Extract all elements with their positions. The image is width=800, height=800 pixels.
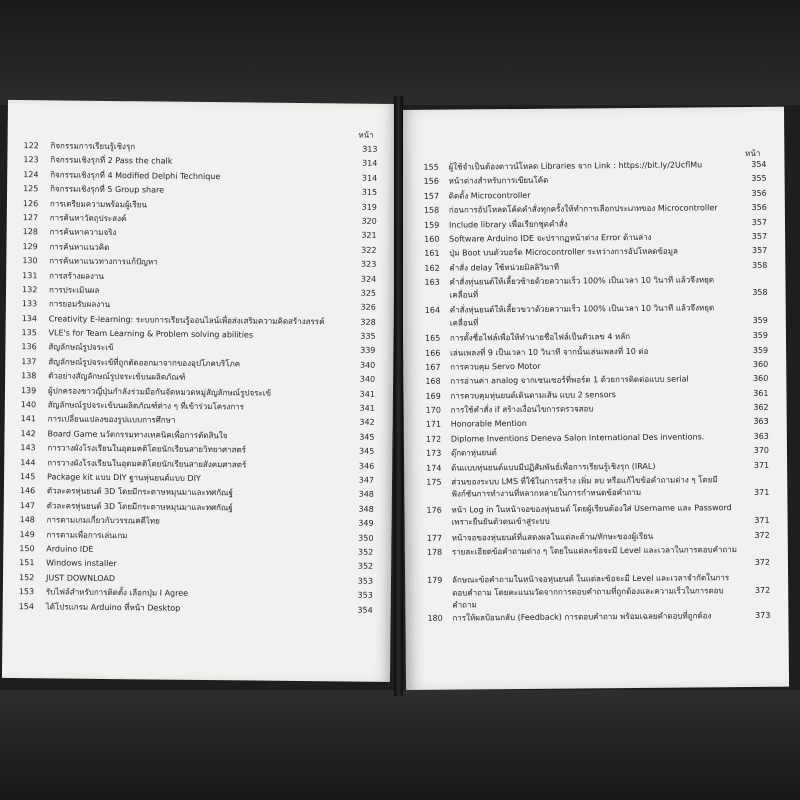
entry-title: JUST DOWNLOAD: [45, 573, 116, 583]
entry-number: 129: [22, 241, 38, 251]
entry-page-number: 335: [360, 331, 376, 341]
entry-number: 163: [424, 277, 440, 287]
entry-number: 124: [23, 169, 39, 180]
entry-number: 161: [424, 249, 440, 259]
entry-number: 145: [20, 472, 36, 482]
entry-page-number: 370: [753, 446, 770, 456]
entry-page-number: 313: [362, 144, 378, 154]
entry-page-number: 373: [755, 610, 771, 620]
entry-page-number: 360: [752, 359, 769, 369]
entry-number: 155: [423, 162, 439, 172]
entry-title: กิจกรรมเชิงรุกที่ 2 Pass the chalk: [50, 155, 173, 167]
entry-number: 152: [18, 572, 35, 582]
entry-number: 170: [425, 405, 441, 415]
toc-list-left: [3, 140, 396, 619]
entry-number: 130: [22, 256, 38, 266]
entry-title: VLE's for Team Learning & Problem solving abilities: [48, 328, 254, 340]
entry-number: 141: [20, 414, 37, 424]
entry-number: 177: [426, 533, 443, 543]
entry-number: 146: [19, 486, 36, 496]
entry-title: รายละเอียดข้อคำถามต่าง ๆ โดยในแต่ละข้อจะมี Level และเวลาในการตอบคำถาม: [451, 545, 738, 557]
entry-title: Windows installer: [46, 558, 117, 569]
entry-page-number: 352: [357, 561, 374, 572]
entry-title: ตุ๊กตาหุ่นยนต์: [450, 448, 497, 458]
entry-page-number: 347: [358, 475, 375, 485]
page-column-header: หน้า: [358, 130, 374, 140]
entry-page-number: 357: [751, 246, 768, 256]
entry-number: 172: [425, 434, 442, 444]
entry-title: การให้ผลป้อนกลับ (Feedback) การตอบคำถาม พร้อมเฉลยคำตอบที่ถูกต้อง: [452, 610, 712, 623]
entry-number: 167: [425, 362, 441, 372]
entry-title: Honorable Mention: [450, 419, 527, 430]
entry-page-number: 358: [752, 287, 768, 298]
toc-entry: [405, 544, 788, 575]
entry-title: การสร้างผลงาน: [49, 270, 104, 281]
entry-page-number: 341: [359, 403, 375, 413]
entry-title: การค้นหาความจริง: [49, 227, 117, 238]
entry-title: คำสั่งหุ่นยนต์ให้เลี้ยวซ้ายด้วยความเร็ว 100% เป็นเวลา 10 วินาที แล้วจึงหยุดเคลื่อนที่: [449, 275, 715, 300]
entry-page-number: 354: [357, 605, 373, 615]
entry-page-number: 363: [753, 417, 769, 427]
toc-entry: [403, 302, 786, 333]
book-gutter: [394, 96, 403, 696]
entry-number: 156: [423, 177, 439, 187]
entry-number: 126: [22, 198, 39, 208]
entry-title: การควบคุม Servo Motor: [450, 361, 541, 372]
entry-title: Software Arduino IDE จะปรากฏหน้าต่าง Error ด้านล่าง: [449, 232, 652, 244]
toc-entry: [405, 572, 788, 613]
entry-number: 173: [425, 448, 442, 459]
entry-number: 147: [19, 500, 36, 511]
entry-number: 178: [426, 548, 443, 558]
entry-page-number: 371: [753, 460, 770, 470]
entry-title: รับไฟล์สำหรับการติดตั้ง เลือกปุ่ม I Agree: [45, 587, 189, 598]
entry-number: 176: [426, 505, 442, 515]
entry-page-number: 372: [754, 530, 770, 540]
entry-page-number: 357: [751, 217, 768, 227]
entry-number: 127: [22, 213, 39, 223]
entry-number: 132: [21, 285, 38, 295]
entry-number: 139: [20, 385, 37, 395]
entry-page-number: 339: [360, 346, 376, 356]
entry-page-number: 356: [751, 202, 767, 213]
entry-page-number: 361: [753, 388, 769, 398]
entry-title: การตามเกมเกี่ยวกับวรรณคดีไทย: [46, 515, 160, 526]
entry-title: ตัวละครหุ่นยนต์ 3D โดยมีกระดาษหมุนมาและทศกัณฐ์: [46, 501, 233, 513]
entry-title: ลักษณะข้อคำถามในหน้าจอหุ่นยนต์ ในแต่ละข้อจะมี Level และเวลาจำกัดในการตอบคำถาม โดยคะแนนวัดจากการตอบคำถามที่ถูกต้องและความเร็วในการตอบคำถาม: [452, 573, 730, 610]
entry-title: ติดตั้ง Microcontroller: [448, 190, 531, 201]
entry-page-number: 322: [361, 245, 377, 255]
entry-number: 168: [425, 376, 441, 387]
entry-page-number: 340: [359, 374, 376, 385]
entry-page-number: 319: [361, 202, 377, 212]
entry-page-number: 356: [751, 188, 767, 198]
entry-page-number: 314: [362, 159, 378, 169]
entry-number: 154: [18, 601, 35, 611]
entry-number: 151: [19, 558, 35, 568]
entry-number: 131: [22, 270, 38, 280]
entry-page-number: 328: [360, 317, 376, 327]
entry-page-number: 362: [753, 402, 769, 413]
entry-title: การยอมรับผลงาน: [48, 299, 111, 310]
entry-title: การวางผังโรงเรียนในอุดมคติโดยนักเรียนสายสังคมศาสตร์: [47, 457, 247, 470]
entry-page-number: 340: [359, 360, 376, 370]
toc-entry: [404, 474, 787, 505]
entry-page-number: 353: [357, 590, 373, 600]
toc-entry: [402, 274, 785, 305]
toc-list-right: [401, 159, 788, 627]
entry-number: 153: [18, 587, 35, 597]
entry-number: 165: [424, 333, 441, 343]
entry-title: การควบคุมหุ่นยนต์เดินตามเส้น แบบ 2 sensors: [450, 389, 616, 401]
entry-title: การค้นหาแนวทางการแก้ปัญหา: [49, 256, 158, 267]
entry-number: 158: [423, 205, 440, 215]
entry-title: การใช้คำสั่ง if สร้างเงื่อนไขการตรวจสอบ: [450, 404, 594, 415]
entry-title: ผู้ปกครองชาวญี่ปุ่นกำลังร่วมมือกันจัดหมวดหมู่สัญลักษณ์รูปจระเข้: [47, 386, 272, 398]
entry-page-number: 354: [751, 159, 767, 169]
entry-title: ได้โปรแกรม Arduino ที่หน้า Desktop: [45, 601, 181, 613]
entry-page-number: 353: [357, 576, 374, 586]
entry-page-number: 348: [358, 504, 374, 514]
entry-number: 169: [425, 391, 441, 401]
entry-page-number: 349: [358, 518, 374, 528]
entry-page-number: 363: [753, 431, 769, 441]
entry-title: สัญลักษณ์รูปจระเข้บนผลิตภัณฑ์ต่าง ๆ ที่เข้าร่วมโครงการ: [47, 400, 245, 412]
entry-title: กิจกรรมเชิงรุกที่ 4 Modified Delphi Technique: [50, 170, 221, 181]
entry-number: 166: [425, 348, 441, 358]
entry-number: 142: [20, 428, 36, 439]
page-column-header: หน้า: [745, 148, 761, 158]
entry-page-number: 360: [753, 374, 769, 384]
entry-title: สัญลักษณ์รูปจระเข้: [48, 342, 114, 353]
entry-page-number: 355: [751, 174, 767, 184]
entry-title: การเปลี่ยนแปลงของรูปแบบการศึกษา: [47, 414, 176, 426]
entry-number: 180: [427, 613, 443, 623]
entry-title: การวางผังโรงเรียนในอุดมคติโดยนักเรียนสายวิทยาศาสตร์: [47, 443, 247, 455]
entry-title: หน้าจอของหุ่นยนต์ที่แสดงผลในแต่ละด้าน/ทักษะของผู้เรียน: [451, 531, 654, 543]
entry-page-number: 359: [752, 315, 768, 326]
toc-entry: [3, 600, 391, 618]
background-bottom: [0, 690, 800, 800]
entry-page-number: 341: [359, 389, 376, 399]
entry-title: ปุ่ม Boot บนตัวบอร์ด Microcontroller ระหว่างการอัปโหลดข้อมูล: [449, 246, 678, 258]
entry-page-number: 358: [752, 260, 768, 270]
entry-number: 134: [21, 313, 38, 323]
entry-title: กิจกรรมเชิงรุกที่ 5 Group share: [50, 184, 165, 195]
entry-title: หน้า Log in ในหน้าจอของหุ่นยนต์ โดยผู้เรียนต้องใส่ Username และ Password เพราะยืนยันตัวตนเข้าสู่ระบบ: [451, 503, 732, 528]
entry-number: 174: [426, 463, 442, 473]
entry-page-number: 352: [357, 547, 374, 557]
entry-number: 140: [20, 400, 37, 410]
entry-page-number: 357: [751, 231, 768, 241]
entry-title: กิจกรรมการเรียนรู้เชิงรุก: [50, 141, 136, 152]
entry-page-number: 359: [752, 330, 769, 341]
entry-number: 137: [21, 356, 37, 367]
entry-title: ตัวอย่างสัญลักษณ์รูปจระเข้บนผลิตภัณฑ์: [48, 371, 186, 383]
entry-title: หน้าต่างสำหรับการเขียนโค้ด: [448, 176, 549, 186]
entry-page-number: 346: [358, 461, 375, 471]
entry-title: สัญลักษณ์รูปจระเข้ที่ถูกตัดออกมาจากของอุปโภคบริโภค: [48, 357, 241, 369]
background-top: [0, 0, 800, 105]
entry-number: 144: [20, 457, 36, 467]
entry-number: 160: [424, 234, 440, 244]
entry-page-number: 321: [361, 230, 377, 241]
entry-title: คำสั่งหุ่นยนต์ให้เลี้ยวขวาด้วยความเร็ว 100% เป็นเวลา 10 วินาที แล้วจึงหยุดเคลื่อนที่: [449, 303, 715, 328]
entry-number: 157: [423, 191, 440, 201]
toc-entry: [404, 502, 787, 533]
entry-number: 133: [21, 299, 38, 309]
entry-title: ส่วนของระบบ LMS ที่ใช้ในการสร้าง เพิ่ม ลบ หรือแก้ไขข้อคำถามต่าง ๆ โดยมีฟังก์ชันการทำงานที่หลากหลายในการกำหนดข้อคำถาม: [451, 475, 718, 500]
entry-number: 138: [21, 371, 37, 381]
entry-number: 135: [21, 328, 37, 338]
entry-number: 162: [424, 263, 440, 273]
entry-number: 159: [423, 220, 440, 230]
entry-number: 122: [23, 141, 39, 151]
entry-title: การค้นหาแนวคิด: [49, 242, 110, 252]
entry-number: 123: [23, 155, 39, 165]
entry-number: 148: [19, 515, 35, 525]
entry-number: 149: [19, 529, 35, 539]
entry-title: ผู้ใช้จำเป็นต้องดาวน์โหลด Libraries จาก Link : https://bit.ly/2UcflMu: [448, 160, 703, 172]
entry-title: การค้นหาวัตถุประสงค์: [49, 213, 127, 224]
entry-number: 164: [424, 305, 441, 315]
entry-number: 136: [21, 342, 37, 352]
entry-number: 125: [23, 184, 39, 194]
entry-title: คำสั่ง delay ใช้หน่วยมิลลิวินาที: [449, 262, 560, 273]
entry-page-number: 348: [358, 490, 374, 500]
entry-number: 143: [20, 443, 36, 453]
entry-title: Package kit แบบ DIY ฐานหุ่นยนต์แบบ DIY: [47, 472, 201, 483]
entry-title: การตามเพื่อการเล่นเกม: [46, 529, 128, 540]
entry-title: Board Game นวัตกรรมทางเทคนิคเพื่อการตัดสินใจ: [47, 429, 228, 441]
entry-title: Diplome Inventions Deneva Salon International Des inventions.: [450, 432, 705, 444]
entry-title: Arduino IDE: [46, 544, 94, 554]
entry-title: เล่นเพลงที่ 9 เป็นเวลา 10 วินาที จากนั้นเล่นเพลงที่ 10 ต่อ: [450, 346, 649, 358]
entry-number: 175: [426, 477, 442, 487]
entry-title: การเตรียมความพร้อมผู้เรียน: [49, 198, 147, 209]
entry-title: ก่อนการอัปโหลดโค้ดคำสั่งทุกครั้งให้ทำการเลือกประเภทของ Microcontroller: [448, 203, 718, 215]
entry-page-number: 371: [754, 515, 770, 525]
entry-title: Include library เพื่อเรียกชุดคำสั่ง: [448, 219, 568, 230]
entry-page-number: 324: [360, 274, 377, 284]
entry-page-number: 342: [359, 418, 375, 428]
entry-page-number: 345: [359, 432, 375, 442]
entry-title: ต้นแบบหุ่นยนต์แบบมีปฏิสัมพันธ์เพื่อการเรียนรู้เชิงรุก (IRAL): [451, 461, 656, 473]
entry-title: การอ่านค่า analog จากเซนเซอร์ที่พอร์ต 1 ด้วยการติดต่อแบบ serial: [450, 374, 689, 386]
entry-page-number: 359: [752, 345, 769, 355]
entry-number: 171: [425, 420, 442, 430]
entry-page-number: 323: [360, 259, 377, 269]
entry-page-number: 315: [361, 187, 378, 197]
entry-page-number: 326: [360, 302, 376, 313]
entry-title: Creativity E-learning: ระบบการเรียนรู้ออนไลน์เพื่อส่งเสริมความคิดสร้างสรรค์: [48, 314, 325, 326]
entry-page-number: 371: [754, 487, 770, 497]
entry-number: 150: [19, 544, 35, 554]
entry-page-number: 314: [361, 173, 378, 183]
entry-page-number: 372: [754, 586, 771, 596]
entry-page-number: 320: [361, 216, 377, 226]
toc-entry: [405, 609, 788, 627]
entry-number: 179: [427, 576, 443, 586]
entry-page-number: 372: [754, 558, 771, 568]
entry-title: การประเมินผล: [48, 285, 100, 295]
entry-page-number: 345: [359, 446, 375, 456]
entry-page-number: 325: [360, 288, 377, 298]
entry-number: 128: [22, 227, 38, 237]
entry-title: การตั้งชื่อไฟล์เพื่อให้ทำนายชื่อไฟล์เป็นตัวเลข 4 หลัก: [449, 332, 631, 343]
right-page: [401, 107, 789, 690]
entry-page-number: 350: [358, 533, 374, 543]
left-page: [2, 100, 396, 682]
entry-title: ตัวละครหุ่นยนต์ 3D โดยมีกระดาษหมุนมาและทศกัณฐ์: [46, 486, 233, 498]
